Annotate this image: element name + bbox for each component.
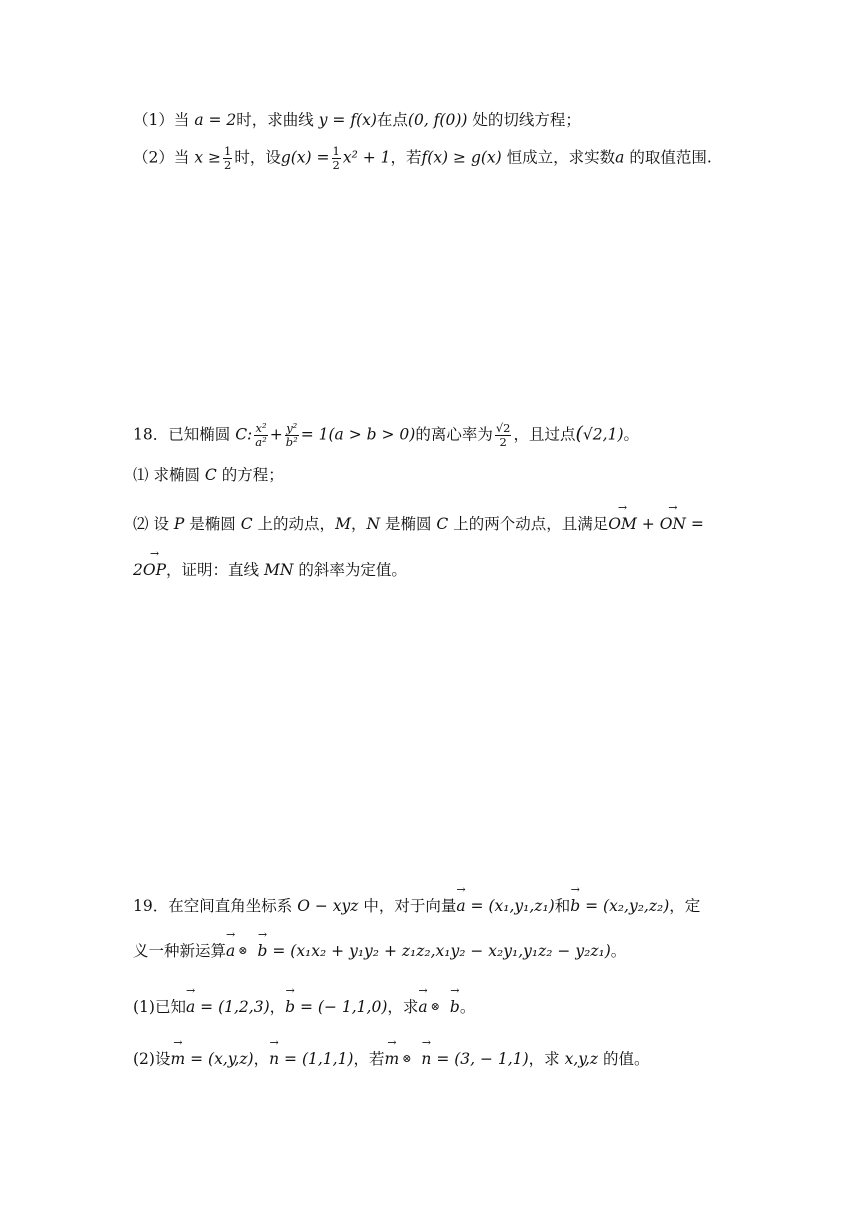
vector-on: → ON	[660, 517, 686, 533]
vector-om: → OM	[608, 517, 637, 533]
math: MN	[263, 561, 294, 579]
math: C:	[235, 425, 253, 444]
math: a	[615, 148, 625, 167]
fraction: $\frac{\text{x²}}{\text{a²}}$	[255, 421, 267, 450]
q17-part2: （2）当 x ≥ $\frac{1}{2}$ 时，设g(x) = $\frac{1}{2}$ x² + 1，若f(x) ≥ g(x) 恒成立，求实数a 的取值范围.	[133, 144, 712, 173]
vector-a: → a	[186, 1000, 195, 1016]
math: = (3, − 1,1)	[436, 1050, 529, 1068]
q19-number: 19．	[133, 897, 169, 915]
vector-n: → n	[421, 1052, 431, 1068]
q18-part1-label: ⑴	[133, 466, 149, 484]
math: 2	[133, 561, 143, 579]
otimes-operator: ⊗	[402, 1052, 412, 1065]
q19-stem-line1: 19．在空间直角坐标系 O − xyz 中，对于向量→ a = (x₁,y₁,z₁)和→ b = (x₂,y₂,z₂)，定	[133, 899, 700, 915]
math: O − xyz	[297, 897, 359, 915]
math: f(x) ≥ g(x)	[421, 148, 502, 167]
q19-part1: (1)已知→ a = (1,2,3)，→ b = (− 1,1,0)，求→ a ⊗→ b。	[133, 1000, 475, 1016]
q19-stem-line2: 义一种新运算→ a ⊗→ b = (x₁x₂ + y₁y₂ + z₁z₂,x₁y₂ − x₂y₁,y₁z₂ − y₂z₁)。	[133, 944, 626, 960]
math: = 1(a > b > 0)	[300, 425, 416, 444]
vector-a: → a	[226, 944, 235, 960]
q18-part2-label: ⑵	[133, 515, 149, 533]
q18-part1: ⑴ 求椭圆 C 的方程；	[133, 466, 284, 484]
math: C	[204, 466, 217, 484]
vector-b: → b	[450, 1000, 460, 1016]
math: (0, f(0))	[407, 111, 468, 129]
q17-part2-label: （2）	[133, 148, 174, 167]
math: C	[436, 515, 449, 533]
math: x,y,z	[564, 1050, 599, 1068]
fraction: $\frac{\text{y²}}{\text{b²}}$	[285, 421, 298, 450]
math: = (1,2,3)	[200, 998, 270, 1016]
q17-part1: （1）当 a = 2时，求曲线 y = f(x)在点(0, f(0)) 处的切线方程；	[133, 111, 581, 129]
math: = (1,1,1)	[284, 1050, 354, 1068]
q19-part2-label: (2)	[133, 1050, 155, 1068]
math: = (x₁x₂ + y₁y₂ + z₁z₂,x₁y₂ − x₂y₁,y₁z₂ − y₂z₁)	[272, 942, 611, 960]
math: x ≥	[194, 148, 221, 167]
q17-part1-label: （1）	[133, 111, 174, 129]
vector-b: → b	[257, 944, 267, 960]
math: x² + 1	[342, 148, 391, 167]
vector-a: → a	[418, 1000, 427, 1016]
math: C	[240, 515, 253, 533]
vector-op: → OP	[143, 563, 166, 579]
q18-part2-line2: 2→ OP，证明：直线 MN 的斜率为定值。	[133, 563, 407, 579]
math: a = 2	[194, 111, 237, 129]
otimes-operator: ⊗	[238, 944, 248, 957]
vector-b: → b	[570, 899, 580, 915]
math: P	[173, 515, 185, 533]
math: g(x) =	[280, 148, 330, 167]
math: y = f(x)	[318, 111, 377, 129]
q18-number: 18．	[133, 425, 169, 444]
q19-part2: (2)设→ m = (x,y,z)，→ n = (1,1,1)，若→ m ⊗→ n = (3, − 1,1)，求 x,y,z 的值。	[133, 1052, 650, 1068]
otimes-operator: ⊗	[430, 1000, 440, 1013]
q19-part1-label: (1)	[133, 998, 155, 1016]
vector-n: → n	[269, 1052, 279, 1068]
math: N	[366, 515, 381, 533]
math: M	[335, 515, 351, 533]
math: = (− 1,1,0)	[300, 998, 388, 1016]
math: = (x,y,z)	[190, 1050, 254, 1068]
math: = (x₁,y₁,z₁)	[470, 897, 555, 915]
q18-part2-line1: ⑵ 设 P 是椭圆 C 上的动点，M，N 是椭圆 C 上的两个动点，且满足→ OM + → ON =	[133, 517, 704, 533]
fraction: $\frac{√2}{2}$	[495, 421, 511, 450]
vector-b: → b	[285, 1000, 295, 1016]
fraction: $\frac{1}{2}$	[223, 144, 232, 173]
fraction: $\frac{1}{2}$	[332, 144, 340, 173]
vector-m: → m	[385, 1052, 400, 1068]
vector-m: → m	[170, 1052, 185, 1068]
math: = (x₂,y₂,z₂)	[585, 897, 670, 915]
q18-stem: 18．已知椭圆 C: $\frac{\text{x²}}{\text{a²}}$ + $\frac{\text{y²}}{\text{b²}}$ = 1(a > b > 0)的离心率为 $\frac{√2}{2}$ ，且过点(√2,1)。	[133, 421, 640, 450]
vector-a: → a	[456, 899, 465, 915]
